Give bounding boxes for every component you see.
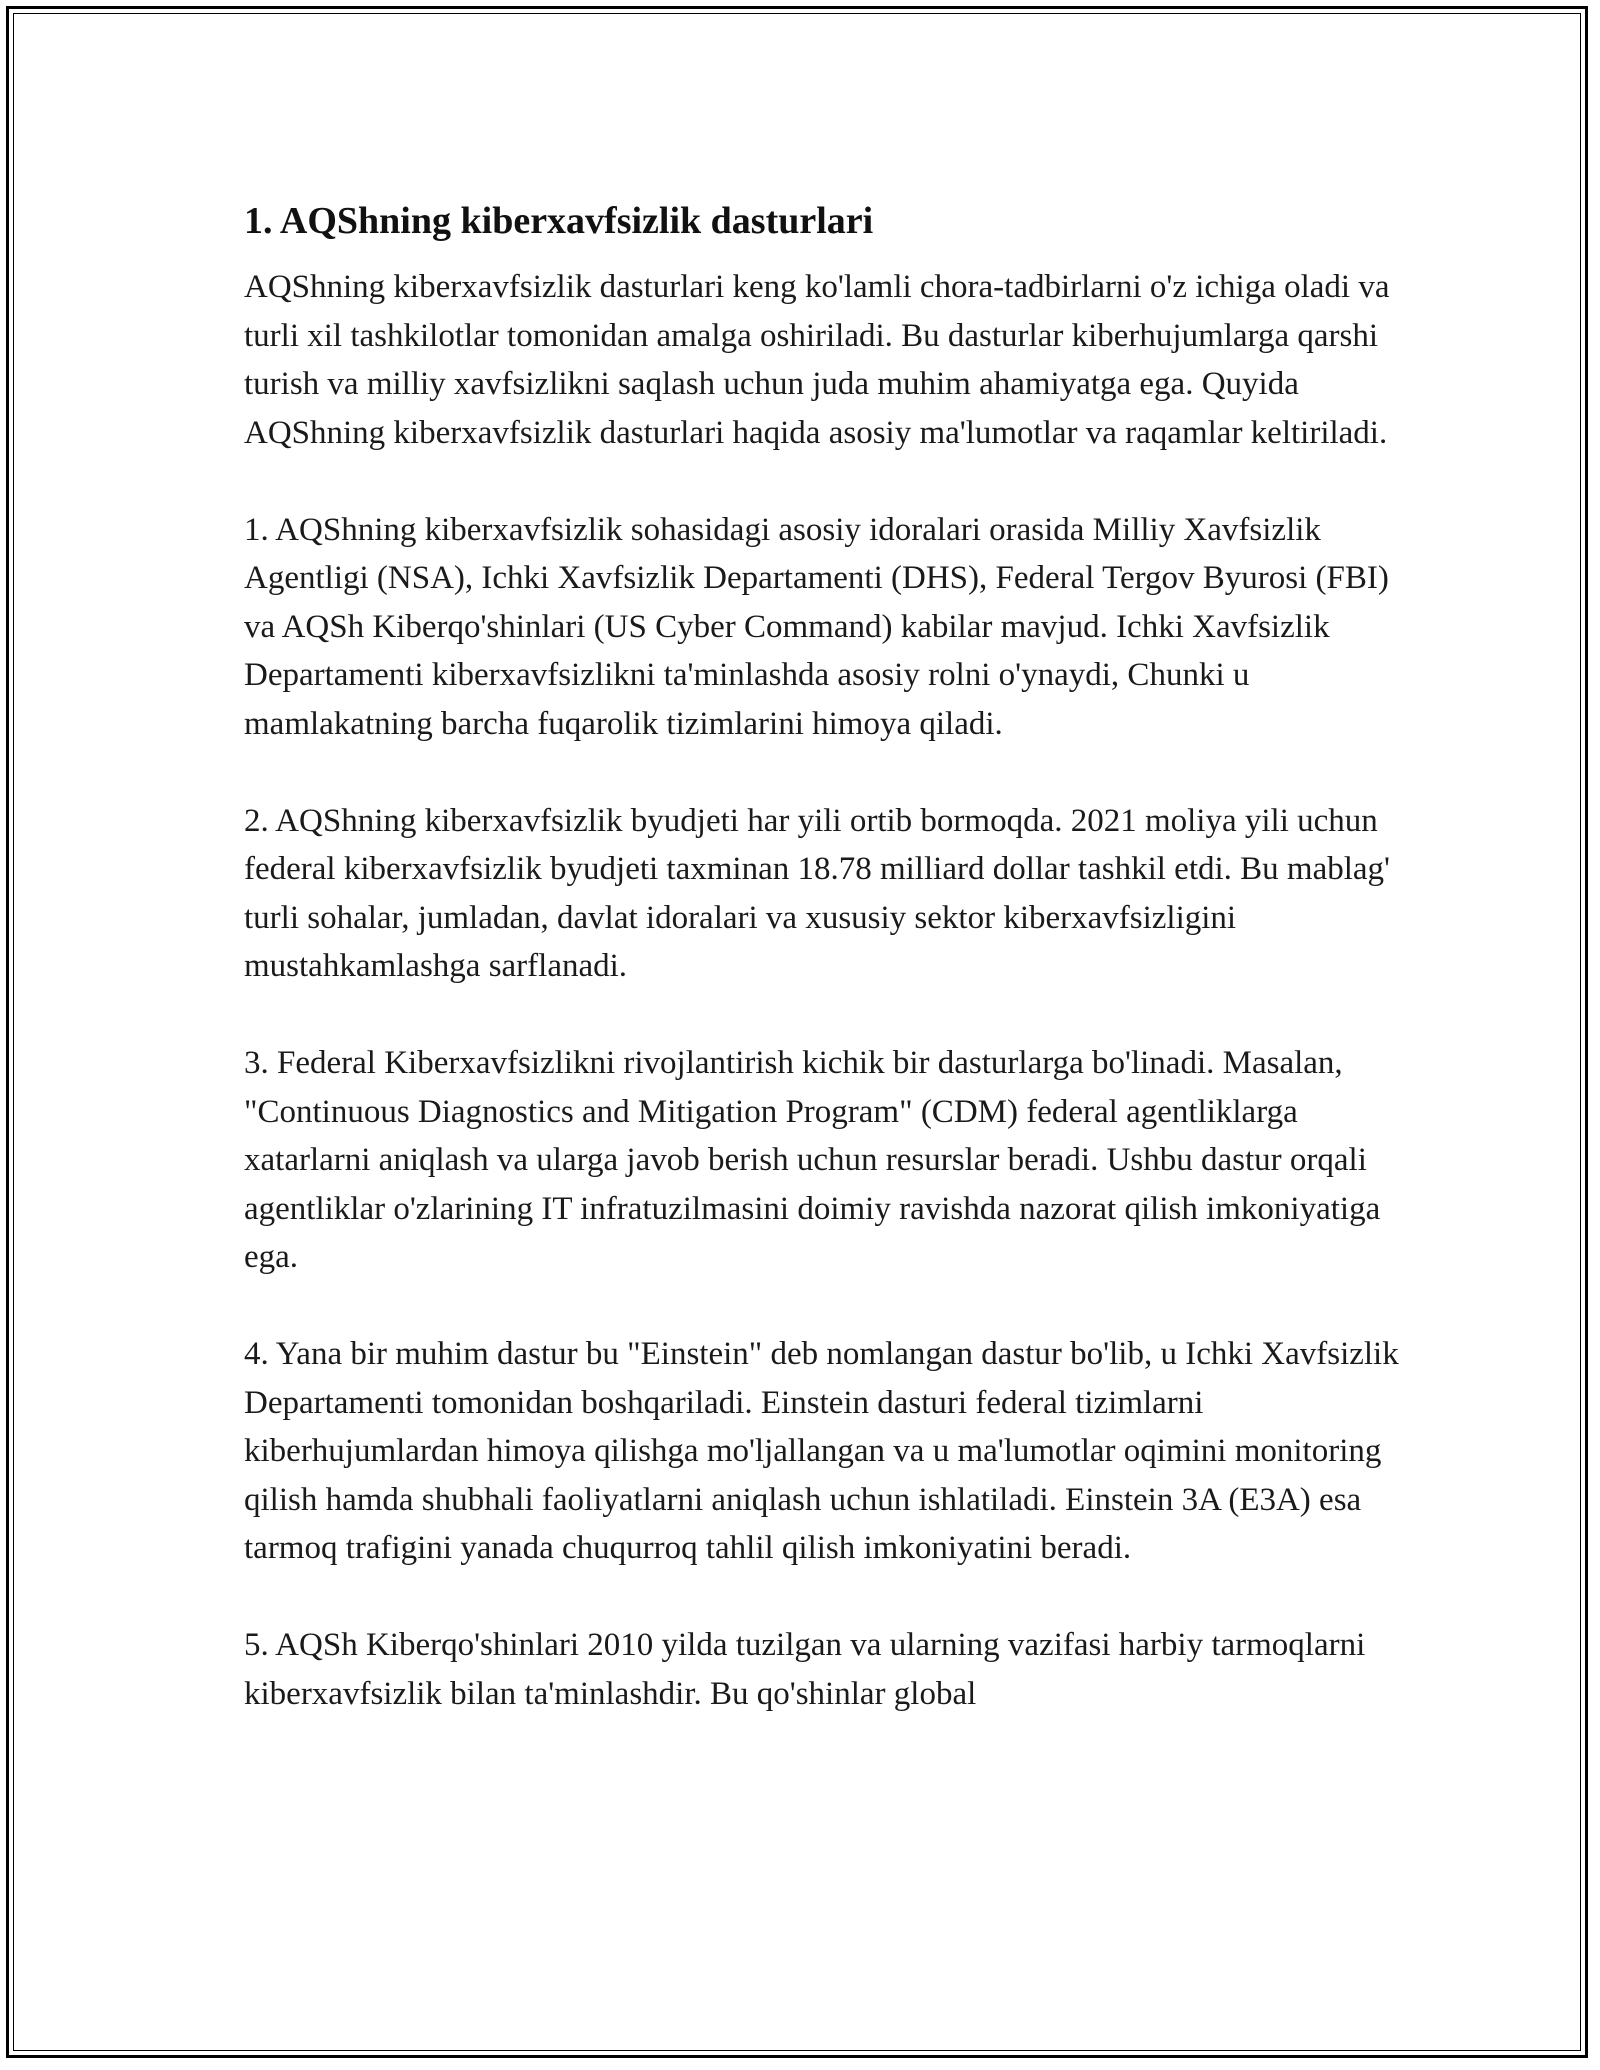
paragraph-item-1: 1. AQShning kiberxavfsizlik sohasidagi asosiy idoralari orasida Milliy Xavfsizlik Agentligi (NSA), Ichki Xavfsizlik Departamenti (DHS), Federal Tergov Byurosi (FBI) va AQSh Kiberqo'shinlari (US Cyber Command) kabilar mavjud. Ichki Xavfsizlik Departamenti kiberxavfsizlikni ta'minlashda asosiy rolni o'ynaydi, Chunki u mamlakatning barcha fuqarolik tizimlarini himoya qiladi. [244, 511, 1389, 742]
paragraph-item-4: 4. Yana bir muhim dastur bu "Einstein" deb nomlangan dastur bo'lib, u Ichki Xavfsizlik Departamenti tomonidan boshqariladi. Einstein dasturi federal tizimlarni kiberhujumlardan himoya qilishga mo'ljallangan va u ma'lumotlar oqimini monitoring qilish hamda shubhali faoliyatlarni aniqlash uchun ishlatiladi. Einstein 3A (E3A) esa tarmoq trafigini yanada chuqurroq tahlil qilish imkoniyatini beradi. [244, 1336, 1399, 1566]
paragraph-intro: AQShning kiberxavfsizlik dasturlari keng ko'lamli chora-tadbirlarni o'z ichiga oladi va turli xil tashkilotlar tomonidan amalga oshiriladi. Bu dasturlar kiberhujumlarga qarshi turish va milliy xavfsizlikni saqlash uchun juda muhim ahamiyatga ega. Quyida AQShning kiberxavfsizlik dasturlari haqida asosiy ma'lumotlar va raqamlar keltiriladi. [244, 269, 1390, 451]
page-frame [6, 6, 1588, 2058]
paragraph-item-5: 5. AQSh Kiberqo'shinlari 2010 yilda tuzilgan va ularning vazifasi harbiy tarmoqlarni kiberxavfsizlik bilan ta'minlashdir. Bu qo'shinlar global [244, 1627, 1366, 1712]
document-body [244, 195, 1399, 1718]
paragraph-item-3: 3. Federal Kiberxavfsizlikni rivojlantirish kichik bir dasturlarga bo'linadi. Masalan, "Continuous Diagnostics and Mitigation Program" (CDM) federal agentliklarga xatarlarni aniqlash va ularga javob berish uchun resurslar beradi. Ushbu dastur orqali agentliklar o'zlarining IT infratuzilmasini doimiy ravishda nazorat qilish imkoniyatiga ega. [244, 1045, 1381, 1275]
document-title: 1. AQShning kiberxavfsizlik dasturlari [244, 200, 874, 242]
paragraph-item-2: 2. AQShning kiberxavfsizlik byudjeti har yili ortib bormoqda. 2021 moliya yili uchun federal kiberxavfsizlik byudjeti taxminan 18.78 milliard dollar tashkil etdi. Bu mablag' turli sohalar, jumladan, davlat idoralari va xususiy sektor kiberxavfsizligini mustahkamlashga sarflanadi. [244, 802, 1390, 984]
